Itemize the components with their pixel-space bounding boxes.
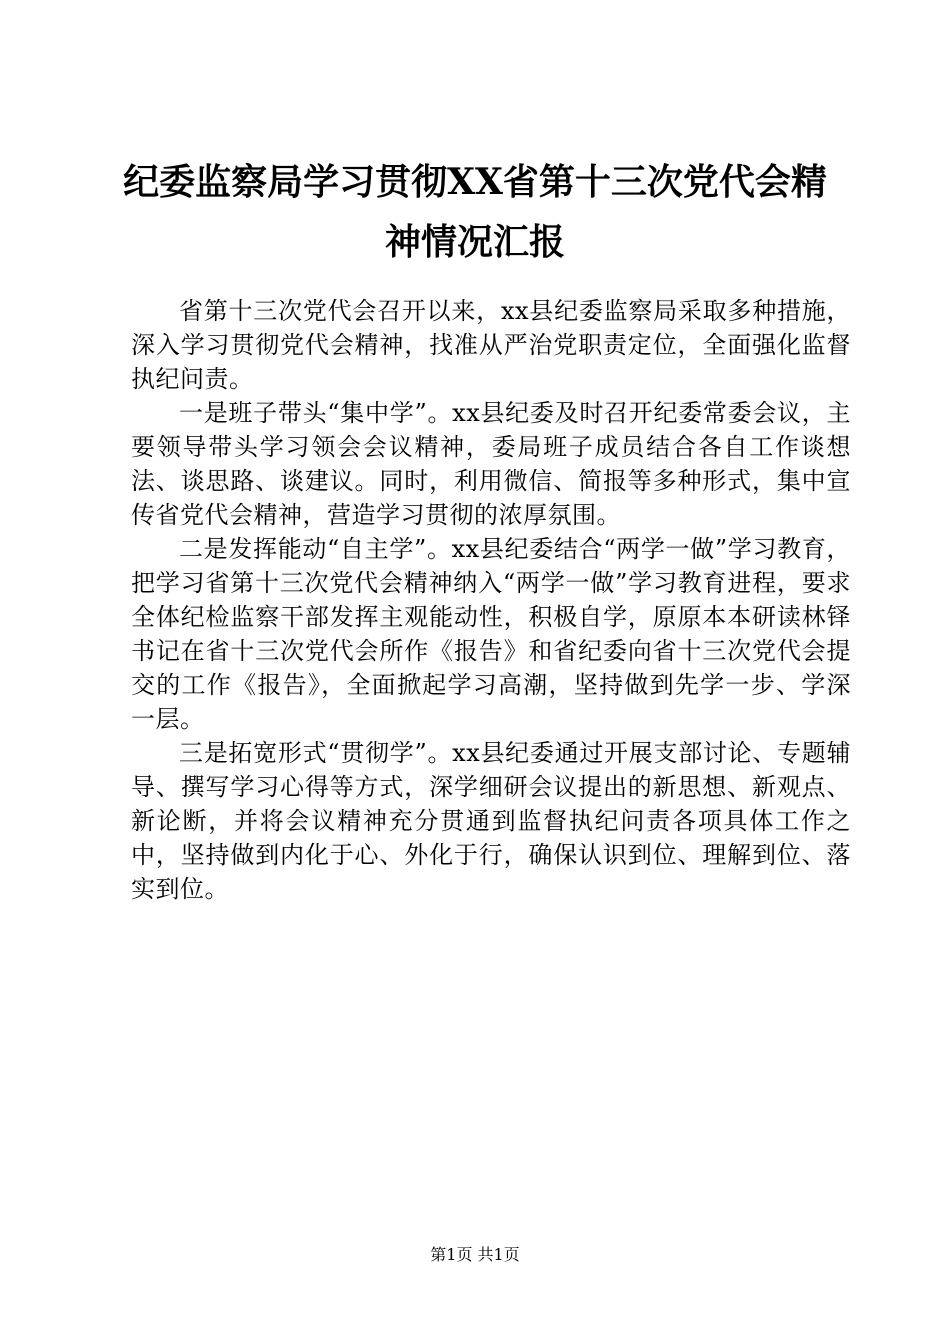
document-title-line-2: 神情况汇报: [384, 221, 565, 263]
paragraph-point-3: 三是拓宽形式“贯彻学”。xx县纪委通过开展支部讨论、专题辅导、撰写学习心得等方式，深学细研会议提出的新思想、新观点、新论断，并将会议精神充分贯通到监督执纪问责各项具体工作之中，坚持做到内化于心、外化于行，确保认识到位、理解到位、落实到位。: [131, 739, 851, 903]
paragraph-point-2: 二是发挥能动“自主学”。xx县纪委结合“两学一做”学习教育，把学习省第十三次党代会精神纳入“两学一做”学习教育进程，要求全体纪检监察干部发挥主观能动性，积极自学，原原本本研读林铎书记在省十三次党代会所作《报告》和省纪委向省十三次党代会提交的工作《报告》，全面掀起学习高潮，坚持做到先学一步、学深一层。: [131, 535, 851, 733]
paragraph-intro: 省第十三次党代会召开以来，xx县纪委监察局采取多种措施，深入学习贯彻党代会精神，找准从严治党职责定位，全面强化监督执纪问责。: [131, 297, 851, 393]
document-title-line-1: 纪委监察局学习贯彻XX省第十三次党代会精: [123, 161, 827, 203]
paragraph-point-1: 一是班子带头“集中学”。xx县纪委及时召开纪委常委会议，主要领导带头学习领会会议精神，委局班子成员结合各自工作谈想法、谈思路、谈建议。同时，利用微信、简报等多种形式，集中宣传省党代会精神，营造学习贯彻的浓厚氛围。: [131, 399, 851, 529]
document-body: [131, 294, 851, 906]
page-footer: 第1页 共1页: [430, 1245, 520, 1264]
